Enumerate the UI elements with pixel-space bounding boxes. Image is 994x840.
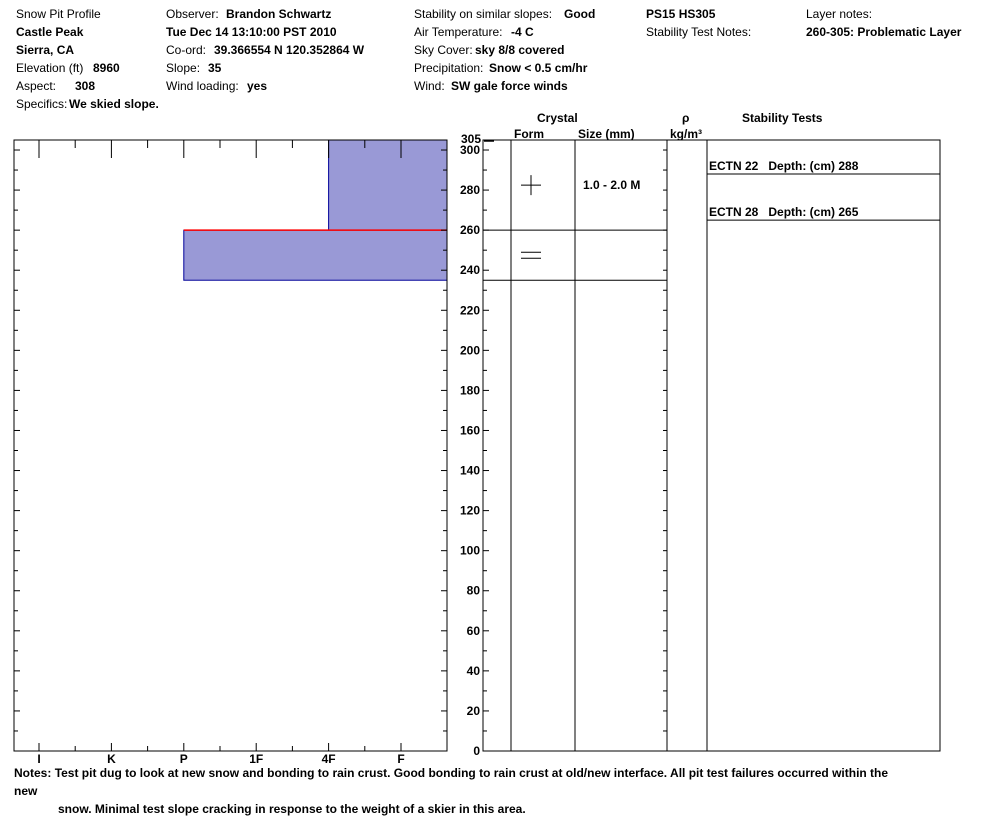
sky-cover-label: Sky Cover:	[414, 43, 473, 57]
sky-cover-value: sky 8/8 covered	[475, 43, 565, 57]
form-header: Form	[514, 127, 544, 141]
observer-label: Observer:	[166, 7, 219, 21]
stability-test-label-0: ECTN 22 Depth: (cm) 288	[709, 159, 859, 174]
depth-label-240: 240	[459, 263, 480, 278]
crystal-header: Crystal	[537, 111, 578, 125]
depth-label-60: 60	[466, 623, 480, 638]
depth-label-140: 140	[459, 463, 480, 478]
air-temp-label: Air Temperature:	[414, 25, 503, 39]
stability-test-list	[707, 159, 940, 220]
elevation-value: 8960	[93, 61, 120, 75]
hardness-label-1F: 1F	[249, 752, 264, 766]
size-header: Size (mm)	[578, 127, 635, 141]
crystal-columns	[483, 140, 940, 751]
elevation-label: Elevation (ft)	[16, 61, 84, 75]
layer-notes-value: 260-305: Problematic Layer	[806, 25, 962, 39]
notes-label: Notes:	[14, 766, 52, 780]
depth-label-0: 0	[473, 744, 480, 758]
observation-datetime: Tue Dec 14 13:10:00 PST 2010	[166, 25, 337, 39]
observer-value: Brandon Schwartz	[226, 7, 332, 21]
hardness-layer-0	[329, 140, 447, 230]
stability-notes-label: Stability Test Notes:	[646, 25, 752, 39]
stability-tests-header: Stability Tests	[742, 111, 823, 125]
depth-label-120: 120	[459, 503, 480, 518]
density-unit-header: kg/m³	[670, 127, 703, 141]
depth-label-80: 80	[466, 583, 480, 598]
hardness-label-I: I	[37, 752, 41, 766]
depth-label-220: 220	[459, 303, 480, 318]
precip-label: Precipitation:	[414, 61, 484, 75]
depth-label-180: 180	[459, 383, 480, 398]
depth-label-280: 280	[459, 183, 480, 198]
stability-label: Stability on similar slopes:	[414, 7, 553, 21]
hardness-label-K: K	[107, 752, 116, 766]
aspect-value: 308	[75, 79, 96, 93]
depth-label-300: 300	[459, 143, 480, 158]
wind-value: SW gale force winds	[451, 79, 568, 93]
wind-label: Wind:	[414, 79, 445, 93]
crystal-size-0: 1.0 - 2.0 M	[583, 178, 641, 193]
slope-label: Slope:	[166, 61, 201, 75]
specifics-value: We skied slope.	[69, 97, 159, 111]
region-name: Sierra, CA	[16, 43, 75, 57]
coord-value: 39.366554 N 120.352864 W	[214, 43, 365, 57]
location-name: Castle Peak	[16, 25, 84, 39]
depth-label-40: 40	[466, 663, 480, 678]
hardness-label-4F: 4F	[321, 752, 336, 766]
specifics-label: Specifics:	[16, 97, 68, 111]
stability-test-label-1: ECTN 28 Depth: (cm) 265	[709, 205, 859, 220]
depth-label-260: 260	[459, 223, 480, 238]
slope-value: 35	[208, 61, 222, 75]
precip-value: Snow < 0.5 cm/hr	[489, 61, 588, 75]
hardness-label-P: P	[179, 752, 188, 766]
stability-value: Good	[564, 7, 596, 21]
depth-label-200: 200	[459, 343, 480, 358]
notes-line-1: Test pit dug to look at new snow and bonding to rain crust. Good bonding to rain crust at old/new interface. All pit test failures occurred within the new	[14, 766, 889, 798]
notes-line-2: snow. Minimal test slope cracking in response to the weight of a skier in this area.	[58, 802, 526, 816]
pit-id: PS15 HS305	[646, 7, 716, 21]
depth-label-20: 20	[466, 703, 480, 718]
depth-label-160: 160	[459, 423, 480, 438]
wind-loading-value: yes	[247, 79, 268, 93]
depth-label-100: 100	[459, 543, 480, 558]
hardness-label-F: F	[397, 752, 405, 766]
wind-loading-label: Wind loading:	[166, 79, 239, 93]
air-temp-value: -4 C	[511, 25, 534, 39]
hardness-layers	[184, 140, 447, 280]
coord-label: Co-ord:	[166, 43, 207, 57]
aspect-label: Aspect:	[16, 79, 57, 93]
columns-frame	[483, 140, 940, 751]
hardness-layer-1	[184, 230, 447, 280]
depth-label-top: 305	[460, 132, 481, 146]
layer-notes-label: Layer notes:	[806, 7, 873, 21]
profile-title: Snow Pit Profile	[16, 7, 101, 21]
density-symbol-header: ρ	[682, 111, 690, 125]
notes	[14, 764, 914, 818]
